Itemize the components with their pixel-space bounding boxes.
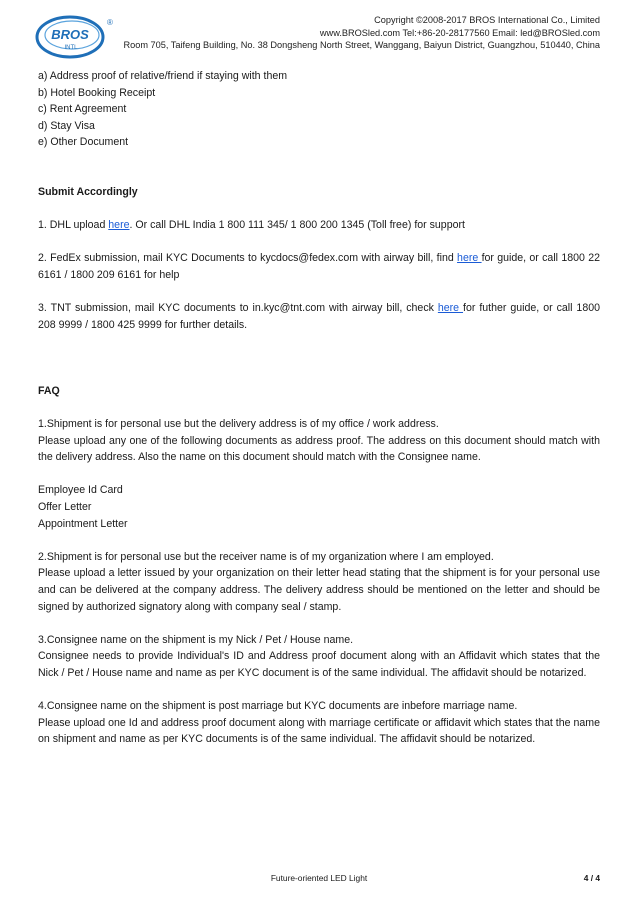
- list-item: e) Other Document: [38, 136, 129, 149]
- dhl-upload-link[interactable]: here: [108, 219, 130, 232]
- fedex-instruction: 2. FedEx submission, mail KYC Documents to kycdocs@fedex.com with airway bill, find here for guide, or call 1800 22 6161 / 1800 209 6161 for help: [38, 252, 600, 281]
- faq-question-1: 1.Shipment is for personal use but the delivery address is of my office / work address.: [38, 418, 439, 431]
- tnt-guide-link[interactable]: here: [437, 302, 464, 315]
- faq-heading: FAQ: [38, 384, 60, 397]
- contact-text: www.BROSled.com Tel:+86-20-28177560 Email: led@BROSled.com: [319, 27, 600, 38]
- list-item: Offer Letter: [38, 501, 92, 514]
- bros-logo: [34, 12, 118, 62]
- list-item: d) Stay Visa: [38, 119, 95, 132]
- tnt-instruction: 3. TNT submission, mail KYC documents to in.kyc@tnt.com with airway bill, check here for futher guide, or call 1800 208 9999 / 1800 425 9999 for further details.: [38, 302, 600, 331]
- copyright-text: Copyright ©2008-2017 BROS International Co., Limited: [374, 15, 600, 25]
- list-item: a) Address proof of relative/friend if staying with them: [38, 70, 288, 82]
- page-number: 4 / 4: [583, 873, 600, 883]
- dhl-instruction: 1. DHL upload here. Or call DHL India 1 800 111 345/ 1 800 200 1345 (Toll free) for support: [38, 219, 465, 232]
- faq-answer-2: Please upload a letter issued by your organization on their letter head stating that the shipment is for your personal use and can be delivered at the company address. The delivery address should be mentioned on the letter and should be signed by authorized signatory along with company seal / stamp.: [38, 567, 600, 613]
- faq-answer-4: Please upload one Id and address proof document along with marriage certificate or affidavit which states that the name on shipment and name as per KYC documents is of the same individual. The affidavit should be notarized.: [38, 716, 600, 746]
- list-item: c) Rent Agreement: [38, 103, 127, 116]
- list-item: b) Hotel Booking Receipt: [38, 86, 156, 99]
- faq-question-2: 2.Shipment is for personal use but the receiver name is of my organization where I am employed.: [38, 550, 494, 563]
- faq-answer-3: Consignee needs to provide Individual's ID and Address proof document along with an Affidavit which states that the Nick / Pet / House name and name as per KYC document is of the same individual. The affidavit should be notarized.: [38, 650, 600, 679]
- list-item: Appointment Letter: [38, 517, 128, 530]
- registered-mark: ®: [107, 18, 113, 27]
- address-text: Room 705, Taifeng Building, No. 38 Dongsheng North Street, Wanggang, Baiyun District, Guangzhou, 510440, China: [123, 40, 600, 50]
- submit-heading: Submit Accordingly: [38, 185, 138, 198]
- fedex-guide-link[interactable]: here: [457, 252, 482, 265]
- logo-subtext: INTL: [64, 45, 78, 51]
- footer-tagline: Future-oriented LED Light: [270, 873, 368, 883]
- document-body: [38, 68, 600, 748]
- logo-text: BROS: [51, 27, 89, 42]
- faq-question-4: 4.Consignee name on the shipment is post marriage but KYC documents are inbefore marriage name.: [38, 700, 518, 713]
- faq-question-3: 3.Consignee name on the shipment is my Nick / Pet / House name.: [38, 633, 354, 646]
- list-item: Employee Id Card: [38, 484, 123, 497]
- faq-answer-1: Please upload any one of the following documents as address proof. The address on this document should match with the delivery address. Also the name on this document should match with the Consignee name.: [38, 434, 600, 464]
- page-header: [123, 14, 600, 50]
